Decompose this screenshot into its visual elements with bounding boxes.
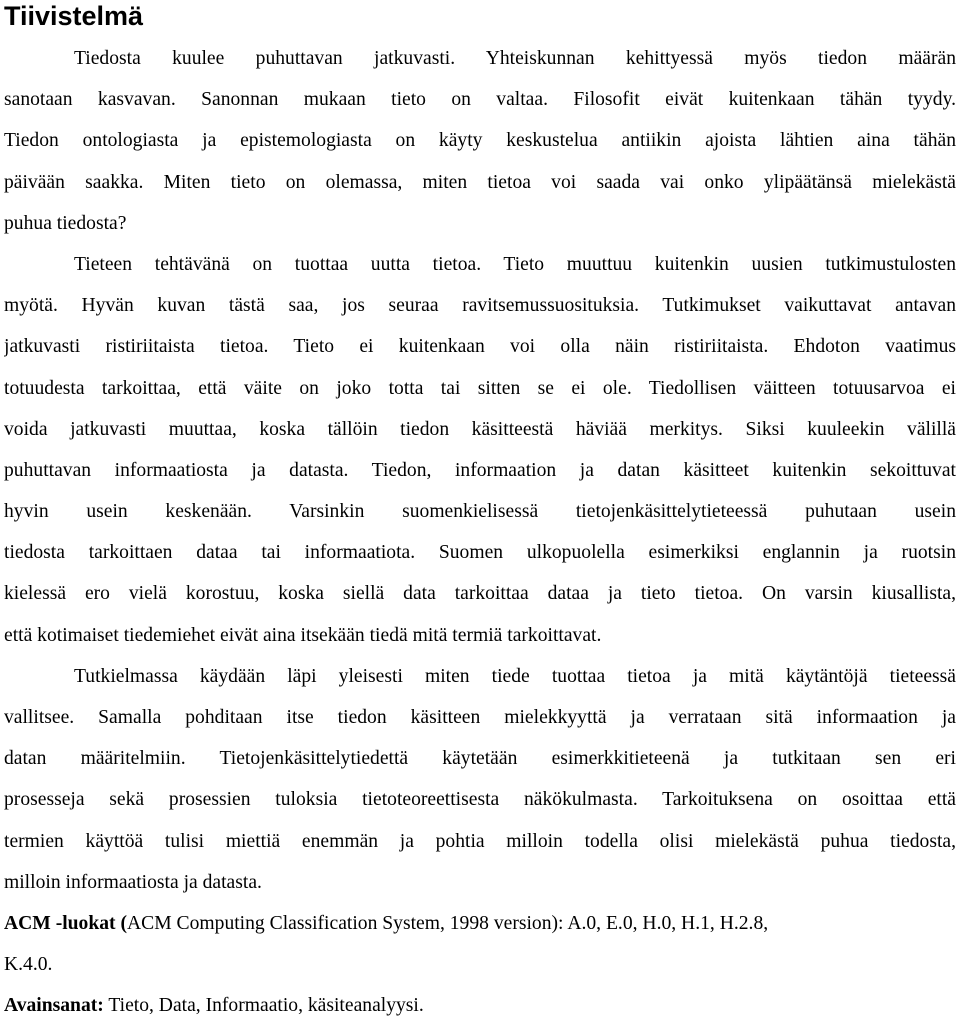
text-line: vallitsee. Samalla pohditaan itse tiedon käsitteen mielekkyyttä ja verrataan sitä informaation ja xyxy=(4,707,956,728)
page-title: Tiivistelmä xyxy=(4,1,144,31)
text-line: myötä. Hyvän kuvan tästä saa, jos seuraa ravitsemussuosituksia. Tutkimukset vaikuttavat antavan xyxy=(4,295,956,317)
text-line: Tiedon ontologiasta ja epistemologiasta on käyty keskustelua antiikin ajoista lähtien aina tähän xyxy=(4,130,956,152)
keywords-line xyxy=(4,985,956,1026)
text-line: hyvin usein keskenään. Varsinkin suomenkielisessä tietojenkäsittelytieteessä puhutaan usein xyxy=(4,501,956,523)
text-line: milloin informaatiosta ja datasta. xyxy=(4,871,262,893)
text-line: datan määritelmiin. Tietojenkäsittelytiedettä käytetään esimerkkitieteenä ja tutkitaan sen eri xyxy=(4,748,956,770)
text-line: voida jatkuvasti muuttaa, koska tällöin tiedon käsitteestä häviää merkitys. Siksi kuuleekin välillä xyxy=(4,418,956,440)
text-line: puhua tiedosta? xyxy=(4,212,127,234)
abstract-paragraph-3 xyxy=(4,656,956,903)
text-line: jatkuvasti ristiriitaista tietoa. Tieto ei kuitenkaan voi olla näin ristiriitaista. Ehdoton vaatimus xyxy=(4,336,956,358)
text-line: päivään saakka. Miten tieto on olemassa, miten tietoa voi saada vai onko ylipäätänsä mielekästä xyxy=(4,171,956,193)
acm-classification xyxy=(4,903,956,985)
text-line: Tieteen tehtävänä on tuottaa uutta tietoa. Tieto muuttuu kuitenkin uusien tutkimustulosten xyxy=(74,253,956,275)
abstract-paragraph-2 xyxy=(4,244,956,656)
text-line: prosesseja sekä prosessien tuloksia tietoteoreettisesta näkökulmasta. Tarkoituksena on osoittaa että xyxy=(4,789,956,811)
keywords-text: Tieto, Data, Informaatio, käsiteanalyysi. xyxy=(103,995,424,1017)
acm-label: ACM -luokat ( xyxy=(4,912,127,934)
text-line: termien käyttöä tulisi miettiä enemmän ja pohtia milloin todella olisi mielekästä puhua tiedosta, xyxy=(4,830,956,852)
abstract-paragraph-1 xyxy=(4,38,956,244)
keywords xyxy=(4,985,956,1026)
acm-line-1 xyxy=(4,903,956,944)
text-line: puhuttavan informaatiosta ja datasta. Tiedon, informaation ja datan käsitteet kuitenkin sekoittuvat xyxy=(4,459,956,481)
text-line: totuudesta tarkoittaa, että väite on joko totta tai sitten se ei ole. Tiedollisen väitteen totuusarvoa ei xyxy=(4,377,956,399)
text-line: että kotimaiset tiedemiehet eivät aina itsekään tiedä mitä termiä tarkoittavat. xyxy=(4,624,602,646)
text-line: tiedosta tarkoittaen dataa tai informaatiota. Suomen ulkopuolella esimerkiksi englannin ja ruotsin xyxy=(4,542,956,564)
text-line: sanotaan kasvavan. Sanonnan mukaan tieto on valtaa. Filosofit eivät kuitenkaan tähän tyydy. xyxy=(4,89,956,111)
keywords-label: Avainsanat: xyxy=(4,995,104,1017)
acm-line-2: K.4.0. xyxy=(4,954,53,976)
text-line: Tiedosta kuulee puhuttavan jatkuvasti. Yhteiskunnan kehittyessä myös tiedon määrän xyxy=(74,48,956,69)
text-line: kielessä ero vielä korostuu, koska siellä data tarkoittaa dataa ja tieto tietoa. On varsin kiusallista, xyxy=(4,583,956,605)
acm-text: ACM Computing Classification System, 1998 version): A.0, E.0, H.0, H.1, H.2.8, xyxy=(127,912,769,934)
text-line: Tutkielmassa käydään läpi yleisesti miten tiede tuottaa tietoa ja mitä käytäntöjä tieteessä xyxy=(74,665,956,687)
